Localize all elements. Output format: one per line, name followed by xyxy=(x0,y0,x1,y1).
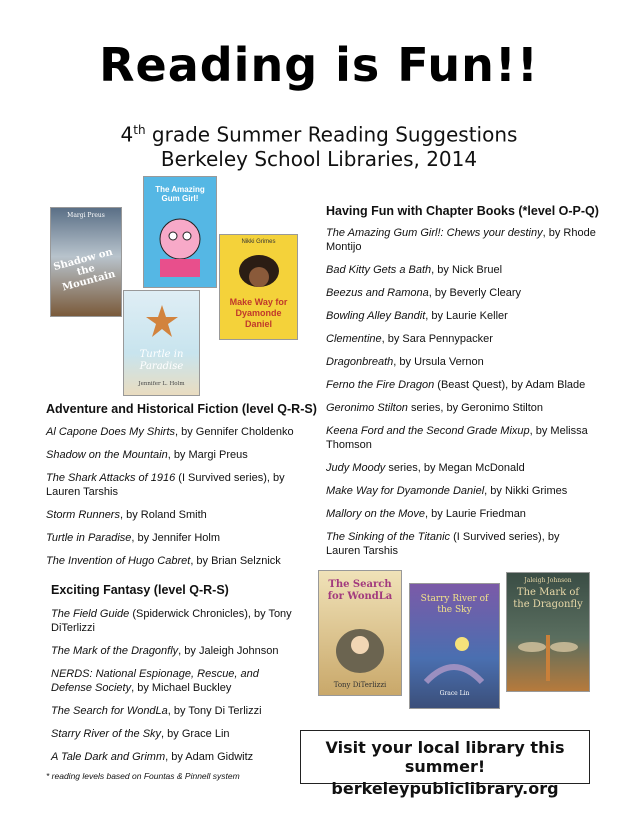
book-author: , by Roland Smith xyxy=(119,509,207,521)
list-item xyxy=(326,507,596,521)
list-item xyxy=(326,355,596,369)
book-title: Keena Ford and the Second Grade Mixup xyxy=(326,425,530,437)
book-title: Beezus and Ramona xyxy=(326,287,429,299)
list-item xyxy=(326,309,596,323)
book-author: , by Margi Preus xyxy=(167,449,248,461)
cover-search-for-wondla: The Search for WondLa Tony DiTerlizzi xyxy=(318,570,402,696)
book-author: , by Rhode Montijo xyxy=(326,227,596,253)
subtitle-line-1: 4th grade Summer Reading Suggestions xyxy=(120,122,518,147)
book-title: Storm Runners xyxy=(46,509,120,521)
list-item xyxy=(46,448,296,462)
book-author: , by Laurie Friedman xyxy=(425,508,526,520)
list-item xyxy=(326,530,596,558)
list-item xyxy=(326,286,596,300)
book-title: Dragonbreath xyxy=(326,356,394,368)
list-item xyxy=(326,226,596,254)
book-title: Ferno the Fire Dragon xyxy=(326,379,435,391)
list-item xyxy=(51,750,301,764)
book-author: , by Grace Lin xyxy=(161,728,230,740)
list-item xyxy=(46,508,296,522)
list-item xyxy=(51,704,301,718)
book-title: The Field Guide xyxy=(51,608,130,620)
subtitle-line-2: Berkeley School Libraries, 2014 xyxy=(160,146,478,171)
book-title: The Sinking of the Titanic xyxy=(326,531,451,543)
book-title: The Search for WondLa xyxy=(51,705,168,717)
book-author: , by Sara Pennypacker xyxy=(381,333,493,345)
list-item xyxy=(326,401,596,415)
book-author: (Beast Quest), by Adam Blade xyxy=(434,379,586,391)
book-author: (I Survived series), by Lauren Tarshis xyxy=(46,472,285,498)
book-title: Geronimo Stilton xyxy=(326,402,408,414)
book-author: (Spiderwick Chronicles), by Tony DiTerlizzi xyxy=(51,608,292,634)
book-title: Bad Kitty Gets a Bath xyxy=(326,264,432,276)
book-author: series, by Geronimo Stilton xyxy=(407,402,544,414)
chapter-books-list xyxy=(326,226,596,567)
book-title: Turtle in Paradise xyxy=(46,532,132,544)
book-author: , by Tony Di Terlizzi xyxy=(167,705,262,717)
book-author: (I Survived series), by Lauren Tarshis xyxy=(326,531,560,557)
book-title: Judy Moody xyxy=(326,462,386,474)
book-author: , by Brian Selznick xyxy=(190,555,281,567)
book-author: , by Beverly Cleary xyxy=(428,287,522,299)
book-author: , by Gennifer Choldenko xyxy=(175,426,294,438)
fantasy-heading: Exciting Fantasy (level Q-R-S) xyxy=(51,583,229,597)
book-title: The Mark of the Dragonfly xyxy=(51,645,179,657)
adventure-list xyxy=(46,425,296,577)
starfish-illustration xyxy=(144,303,180,339)
visit-library-box xyxy=(300,730,590,798)
book-author: , by Adam Gidwitz xyxy=(165,751,254,763)
list-item xyxy=(326,332,596,346)
gum-girl-illustration xyxy=(154,209,206,279)
library-url[interactable]: berkeleypubliclibrary.org xyxy=(331,779,559,798)
book-title: NERDS: National Espionage, Rescue, and Defense Society xyxy=(51,668,259,694)
book-title: The Invention of Hugo Cabret xyxy=(46,555,191,567)
book-author: , by Michael Buckley xyxy=(131,682,232,694)
chapter-books-heading: Having Fun with Chapter Books (*level O-P-Q) xyxy=(326,204,599,218)
list-item xyxy=(51,667,301,695)
book-title: Clementine xyxy=(326,333,382,345)
book-title: The Shark Attacks of 1916 xyxy=(46,472,176,484)
book-author: , by Ursula Vernon xyxy=(393,356,484,368)
wondla-illustration xyxy=(333,621,387,677)
list-item xyxy=(326,378,596,392)
cover-dyamonde-daniel: Nikki Grimes Make Way for Dyamonde Daniel xyxy=(219,234,298,340)
cover-mark-of-the-dragonfly: Jaleigh Johnson The Mark of the Dragonfly xyxy=(506,572,590,692)
book-title: Starry River of the Sky xyxy=(51,728,162,740)
book-title: Shadow on the Mountain xyxy=(46,449,168,461)
list-item xyxy=(51,607,301,635)
cover-shadow-on-the-mountain: Margi Preus Shadow on the Mountain xyxy=(50,207,122,317)
visit-message: Visit your local library this summer! xyxy=(325,738,565,776)
book-title: Al Capone Does My Shirts xyxy=(46,426,175,438)
starry-river-illustration xyxy=(424,632,484,688)
list-item xyxy=(46,471,296,499)
list-item xyxy=(326,484,596,498)
page-title: Reading is Fun!! xyxy=(99,38,539,92)
list-item xyxy=(46,554,296,568)
list-item xyxy=(51,644,301,658)
footnote: * reading levels based on Fountas & Pinnell system xyxy=(46,771,240,781)
book-title: Mallory on the Move xyxy=(326,508,426,520)
book-author: , by Jaleigh Johnson xyxy=(178,645,279,657)
dyamonde-illustration xyxy=(236,251,282,291)
book-title: Make Way for Dyamonde Daniel xyxy=(326,485,485,497)
list-item xyxy=(326,263,596,277)
list-item xyxy=(51,727,301,741)
book-title: The Amazing Gum Girl!: Chews your destiny xyxy=(326,227,543,239)
cover-gum-girl: The Amazing Gum Girl! xyxy=(143,176,217,288)
list-item xyxy=(326,461,596,475)
cover-turtle-in-paradise: Turtle in Paradise Jennifer L. Holm xyxy=(123,290,200,396)
book-author: , by Nick Bruel xyxy=(431,264,503,276)
cover-starry-river-of-the-sky: Starry River of the Sky Grace Lin xyxy=(409,583,500,709)
book-author: , by Melissa Thomson xyxy=(326,425,588,451)
list-item xyxy=(46,531,296,545)
subtitle xyxy=(0,118,638,171)
dragonfly-illustration xyxy=(517,631,579,683)
book-author: , by Nikki Grimes xyxy=(484,485,568,497)
book-title: A Tale Dark and Grimm xyxy=(51,751,166,763)
adventure-heading: Adventure and Historical Fiction (level Q-R-S) xyxy=(46,402,317,416)
book-author: , by Jennifer Holm xyxy=(131,532,221,544)
list-item xyxy=(46,425,296,439)
book-title: Bowling Alley Bandit xyxy=(326,310,426,322)
book-author: , by Laurie Keller xyxy=(425,310,508,322)
list-item xyxy=(326,424,596,452)
fantasy-list xyxy=(51,607,301,773)
book-author: series, by Megan McDonald xyxy=(385,462,525,474)
